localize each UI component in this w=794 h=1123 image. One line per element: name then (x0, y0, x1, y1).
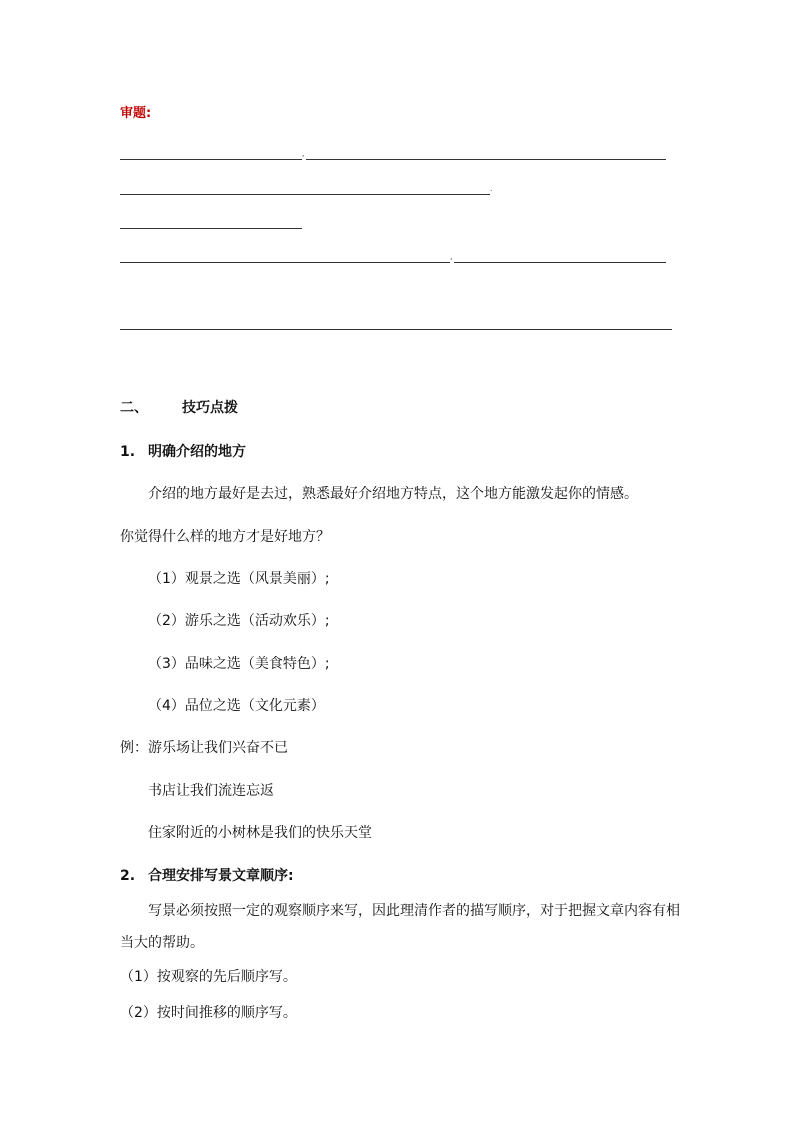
paragraph: 介绍的地方最好是去过，熟悉最好介绍地方特点，这个地方能激发起你的情感。 (148, 486, 638, 502)
item-title: 合理安排写景文章顺序: (148, 868, 294, 884)
answer-line (120, 329, 672, 330)
answer-line (454, 262, 666, 263)
item-number: 1. (120, 444, 136, 460)
paragraph-continued: 当大的帮助。 (120, 935, 204, 951)
paragraph: 写景必须按照一定的观察顺序来写，因此理清作者的描写顺序，对于把握文章内容有相 (148, 903, 680, 919)
example-label: 例： (120, 740, 148, 756)
example-line (120, 738, 288, 758)
item-heading (120, 442, 246, 462)
list-item: （1）按观察的先后顺序写。 (120, 969, 297, 985)
answer-line (306, 159, 666, 160)
list-item: （1）观景之选（风景美丽）; (148, 571, 330, 587)
example-text: 游乐场让我们兴奋不已 (148, 740, 288, 756)
example-text: 书店让我们流连忘返 (148, 783, 274, 799)
answer-line (120, 159, 302, 160)
answer-line (120, 194, 490, 195)
section-heading (120, 398, 238, 418)
section-title: 技巧点拨 (182, 400, 238, 416)
section-number: 二、 (120, 400, 148, 416)
punctuation-mark: . (490, 184, 493, 193)
list-item: （3）品味之选（美食特色）; (148, 656, 330, 672)
punctuation-mark: , (302, 149, 305, 158)
example-text: 住家附近的小树林是我们的快乐天堂 (148, 825, 372, 841)
list-item: （2）按时间推移的顺序写。 (120, 1005, 297, 1021)
list-item: （4）品位之选（文化元素） (148, 698, 325, 714)
punctuation-mark: , (450, 252, 453, 261)
item-heading (120, 866, 294, 886)
item-title: 明确介绍的地方 (148, 444, 246, 460)
answer-line (120, 262, 450, 263)
list-item: （2）游乐之选（活动欢乐）; (148, 613, 330, 629)
answer-line (120, 228, 302, 229)
item-number: 2. (120, 868, 136, 884)
review-label: 审题: (120, 106, 152, 121)
question-text: 你觉得什么样的地方才是好地方？ (120, 529, 330, 545)
